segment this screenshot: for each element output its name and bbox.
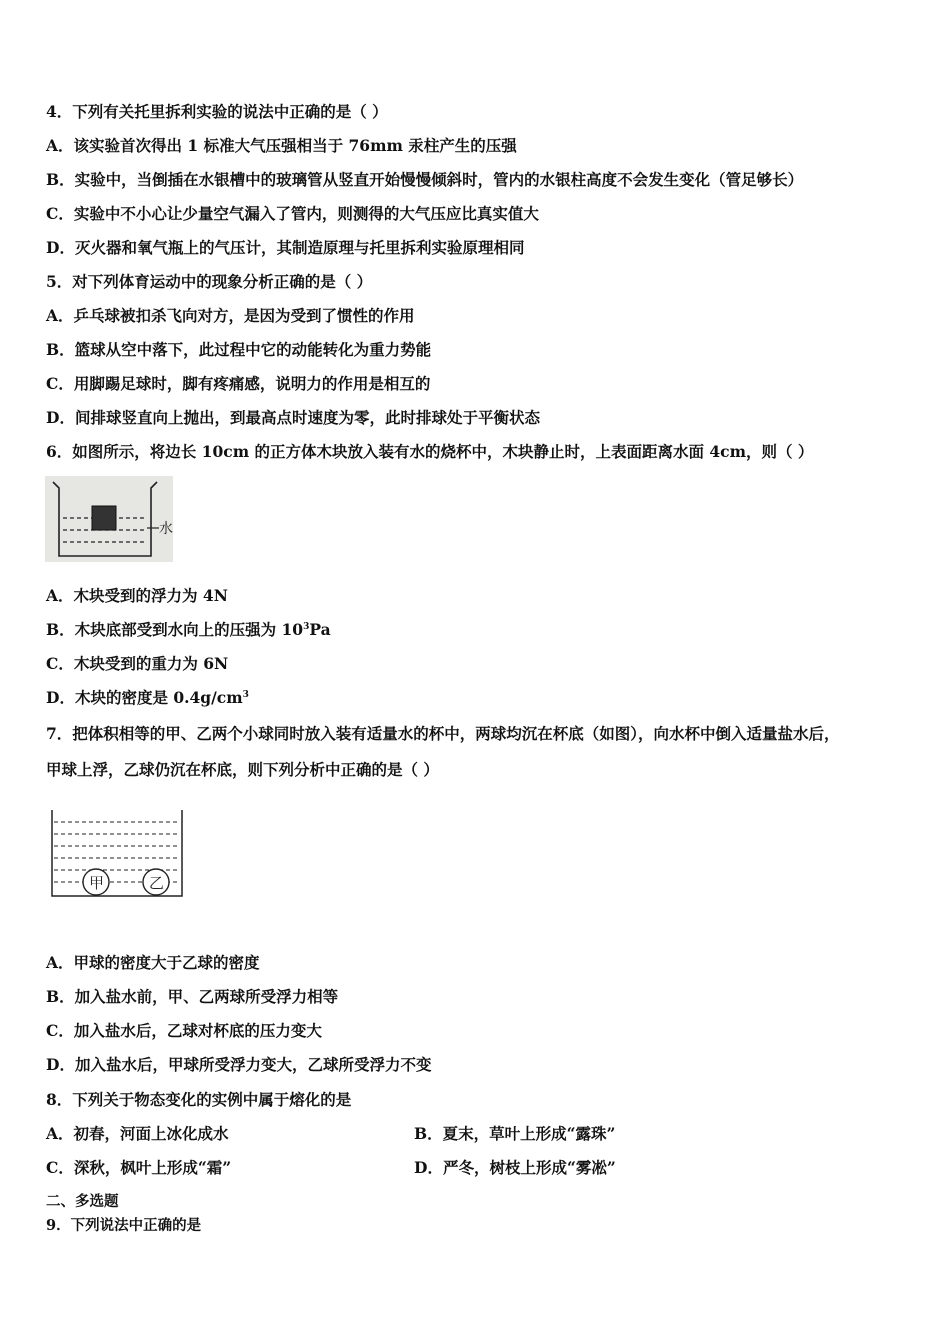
q8-stem: 8．下列关于物态变化的实例中属于熔化的是: [46, 1090, 352, 1109]
q4-stem: 4．下列有关托里拆利实验的说法中正确的是（ ）: [46, 102, 388, 121]
q9-stem: 9．下列说法中正确的是: [46, 1217, 202, 1234]
q6-option-b: B．木块底部受到水向上的压强为 $10^3Pa$: [46, 620, 331, 639]
q4-option-a: A．该实验首次得出 1 标准大气压强相当于 76mm 汞柱产生的压强: [46, 136, 517, 155]
q6-option-a: A．木块受到的浮力为 4N: [46, 586, 228, 605]
q6-option-d: D．木块的密度是 $0.4g/cm^3$: [46, 688, 249, 707]
q7-stem-line2: 甲球上浮，乙球仍沉在杯底，则下列分析中正确的是（ ）: [46, 760, 439, 779]
water-label: 水: [159, 521, 173, 537]
q6-option-c: C．木块受到的重力为 6N: [46, 654, 229, 673]
q7-stem-line1: 7．把体积相等的甲、乙两个小球同时放入装有适量水的杯中，两球均沉在杯底（如图），向水杯中倒入适量盐水后，: [46, 724, 840, 743]
q8-option-c: C．深秋，枫叶上形成“霜”: [46, 1158, 232, 1177]
q7-option-c: C．加入盐水后，乙球对杯底的压力变大: [46, 1021, 322, 1040]
q5-option-b: B．篮球从空中落下，此过程中它的动能转化为重力势能: [46, 340, 432, 359]
beaker-wood-block-figure: [45, 476, 173, 562]
q6-stem: 6．如图所示，将边长 10cm 的正方体木块放入装有水的烧杯中，木块静止时，上表面距离水面 4cm，则（ ）: [46, 442, 814, 461]
q4-option-b: B．实验中，当倒插在水银槽中的玻璃管从竖直开始慢慢倾斜时，管内的水银柱高度不会发生变化（管足够长）: [46, 170, 804, 189]
section-heading-multi-choice: 二、多选题: [46, 1193, 119, 1210]
q4-option-c: C．实验中不小心让少量空气漏入了管内，则测得的大气压应比真实值大: [46, 204, 539, 223]
q8-option-a: A．初春，河面上冰化成水: [46, 1124, 229, 1143]
q8-option-b: B．夏末，草叶上形成“露珠”: [414, 1124, 616, 1143]
q5-stem: 5．对下列体育运动中的现象分析正确的是（ ）: [46, 272, 373, 291]
q8-option-d: D．严冬，树枝上形成“雾凇”: [414, 1158, 616, 1177]
q7-option-b: B．加入盐水前，甲、乙两球所受浮力相等: [46, 987, 339, 1006]
cup-two-balls-figure: [48, 808, 188, 908]
q7-option-a: A．甲球的密度大于乙球的密度: [46, 953, 260, 972]
ball-jia-label: 甲: [89, 874, 105, 892]
q5-option-c: C．用脚踢足球时，脚有疼痛感，说明力的作用是相互的: [46, 374, 431, 393]
q7-option-d: D．加入盐水后，甲球所受浮力变大，乙球所受浮力不变: [46, 1055, 432, 1074]
q5-option-d: D．间排球竖直向上抛出，到最高点时速度为零，此时排球处于平衡状态: [46, 408, 540, 427]
q5-option-a: A．乒乓球被扣杀飞向对方，是因为受到了惯性的作用: [46, 306, 415, 325]
ball-yi-label: 乙: [149, 874, 165, 892]
q4-option-d: D．灭火器和氧气瓶上的气压计，其制造原理与托里拆利实验原理相同: [46, 238, 525, 257]
